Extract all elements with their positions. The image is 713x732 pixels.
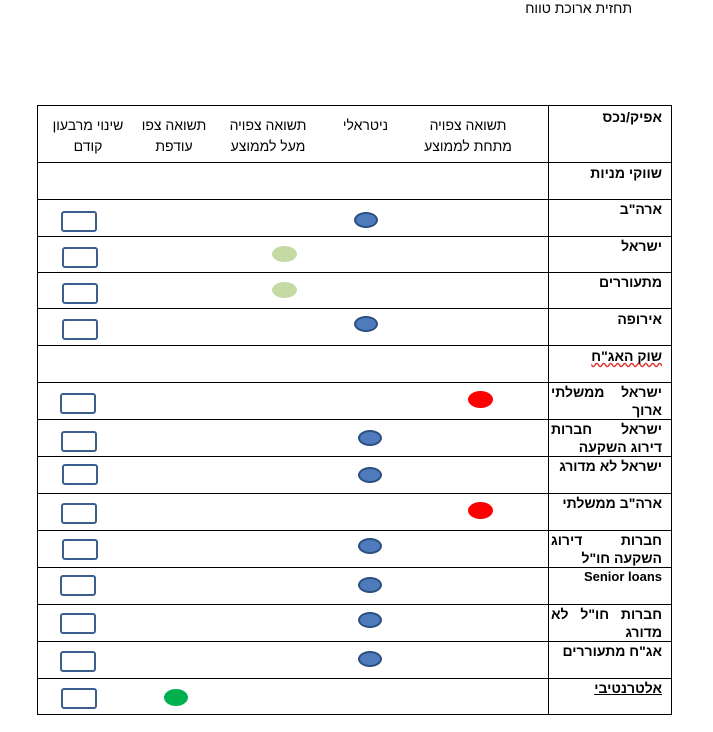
section-label-bonds: [551, 347, 662, 365]
change-indicator-box: [60, 613, 96, 634]
change-indicator-box: [62, 247, 98, 268]
rating-overweight-marker: [164, 689, 188, 706]
row-label-europe: אירופה: [617, 311, 662, 327]
row-label-em-bonds: אג"ח מתעוררים: [562, 643, 662, 659]
table-border-top: [38, 105, 671, 106]
row-label-foreign-corp-ig: חברות דירוג השקעה חו"ל: [551, 532, 662, 566]
row-divider: [38, 345, 671, 346]
change-indicator-box: [62, 464, 98, 485]
change-indicator-box: [61, 431, 97, 452]
rating-neutral-marker: [354, 212, 378, 228]
change-indicator-box: [62, 539, 98, 560]
header-asset: אפיק/נכס: [602, 109, 662, 125]
rating-neutral-marker: [358, 651, 382, 667]
rating-above-average-marker: [272, 246, 297, 262]
row-divider: [38, 162, 671, 163]
change-indicator-box: [62, 319, 98, 340]
rating-neutral-marker: [358, 577, 382, 593]
header-neutral: ניטראלי: [342, 117, 389, 133]
section-label-equities: שווקי מניות: [590, 165, 662, 181]
row-label-us: ארה"ב: [619, 201, 662, 217]
rating-above-average-marker: [272, 282, 297, 298]
change-indicator-box: [60, 651, 96, 672]
row-label-us-gov: ארה"ב ממשלתי: [562, 495, 662, 511]
rating-neutral-marker: [358, 612, 382, 628]
row-label-israel-unrated: ישראל לא מדורג: [559, 458, 662, 474]
document-title: תחזית ארוכת טווח: [525, 0, 632, 16]
row-label-emerging: מתעוררים: [599, 274, 662, 290]
rating-neutral-marker: [358, 467, 382, 483]
change-indicator-box: [61, 503, 97, 524]
change-indicator-box: [61, 211, 97, 232]
row-label-alternative: [551, 679, 662, 697]
change-indicator-box: [62, 283, 98, 304]
header-overweight: תשואה צפו עודפת: [141, 117, 207, 154]
row-label-israel: ישראל: [621, 238, 662, 254]
rating-below-average-marker: [468, 391, 493, 408]
row-label-foreign-corp-unrated: חברות חו"ל לא מדורג: [551, 606, 662, 640]
section-label-bonds-text: שוק האג"ח: [591, 348, 662, 364]
row-label-israel-gov-long: ישראל ממשלתי ארוך: [551, 384, 662, 418]
header-above-average: תשואה צפויה מעל לממוצע: [229, 117, 307, 154]
row-divider: [38, 308, 671, 309]
rating-neutral-marker: [358, 538, 382, 554]
header-prev-change: שינוי מרבעון קודם: [52, 117, 124, 154]
change-indicator-box: [60, 575, 96, 596]
rating-neutral-marker: [354, 316, 378, 332]
row-label-senior-loans: Senior loans: [583, 569, 662, 584]
change-indicator-box: [60, 393, 96, 414]
column-divider: [548, 105, 549, 714]
rating-neutral-marker: [358, 430, 382, 446]
row-label-israel-corp-ig: ישראל חברות דירוג השקעה: [551, 421, 662, 455]
rating-below-average-marker: [468, 502, 493, 519]
row-label-alternative-text: אלטרנטיבי: [594, 680, 662, 696]
header-below-average: תשואה צפויה מתחת לממוצע: [424, 117, 512, 154]
outlook-table: [37, 105, 672, 715]
change-indicator-box: [61, 688, 97, 709]
